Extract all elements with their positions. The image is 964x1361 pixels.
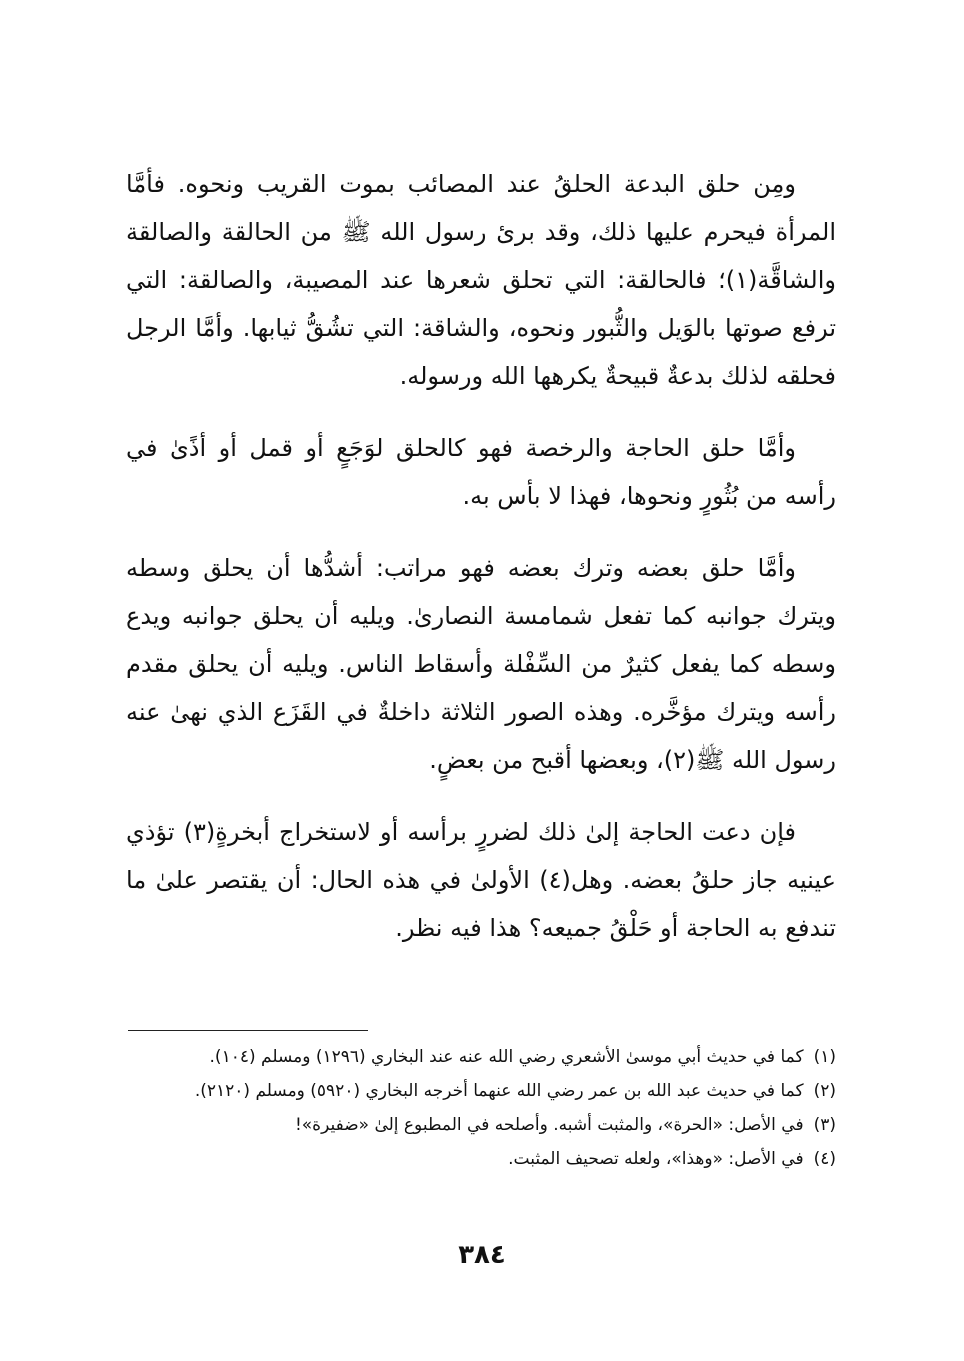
paragraph-2: وأمَّا حلق الحاجة والرخصة فهو كالحلق لوَجَعٍ أو قمل أو أذًىٰ في رأسه من بُثُورٍ ونحوها، فهذا لا بأس به. — [126, 434, 836, 510]
footnote-4 — [126, 1142, 836, 1176]
footnote-text: كما في حديث أبي موسىٰ الأشعري رضي الله عنه عند البخاري (١٢٩٦) ومسلم (١٠٤). — [209, 1047, 804, 1067]
footnote-separator — [128, 1030, 368, 1031]
footnote-number: (٢) — [813, 1081, 836, 1101]
footnote-2 — [126, 1074, 836, 1108]
footnote-3 — [126, 1108, 836, 1142]
page-number: ٣٨٤ — [458, 1240, 506, 1270]
footnote-number: (٣) — [813, 1115, 836, 1135]
footnote-text: في الأصل: «وهذا»، ولعله تصحيف المثبت. — [508, 1149, 804, 1169]
paragraph-3: وأمَّا حلق بعضه وترك بعضه فهو مراتب: أشدُّها أن يحلق وسطه ويترك جوانبه كما تفعل شمامسة النصارىٰ. ويليه أن يحلق جوانبه ويدع وسطه كما يفعل كثيرٌ من السِّفْلة وأسقاط الناس. ويليه أن يحلق مقدم رأسه ويترك مؤخَّره. وهذه الصور الثلاثة داخلةٌ في القَزَع الذي نهىٰ عنه رسول الله ﷺ(٢)، وبعضها أقبح من بعضٍ. — [126, 554, 836, 774]
footnote-number: (٤) — [813, 1149, 836, 1169]
main-text-body — [126, 160, 836, 976]
paragraph-1: ومِن حلق البدعة الحلقُ عند المصائب بموت القريب ونحوه. فأمَّا المرأة فيحرم عليها ذلك، وقد برئ رسول الله ﷺ من الحالقة والصالقة والشاقَّة(١)؛ فالحالقة: التي تحلق شعرها عند المصيبة، والصالقة: التي ترفع صوتها بالوَيل والثُّبور ونحوه، والشاقة: التي تشُقُّ ثيابها. وأمَّا الرجل فحلقه لذلك بدعةٌ قبيحةٌ يكرهها الله ورسوله. — [126, 170, 836, 390]
footnote-text: كما في حديث عبد الله بن عمر رضي الله عنهما أخرجه البخاري (٥٩٢٠) ومسلم (٢١٢٠). — [194, 1081, 804, 1101]
footnote-number: (١) — [813, 1047, 836, 1067]
footnote-text: في الأصل: «الحرة»، والمثبت أشبه. وأصلحه في المطبوع إلىٰ «ضفيرة»! — [294, 1115, 804, 1135]
footnote-1 — [126, 1040, 836, 1074]
paragraph-4: فإن دعت الحاجة إلىٰ ذلك لضررٍ برأسه أو لاستخراج أبخرةٍ(٣) تؤذي عينيه جاز حلقُ بعضه. وهل(٤) الأولىٰ في هذه الحال: أن يقتصر علىٰ ما تندفع به الحاجة أو حَلْقُ جميعه؟ هذا فيه نظر. — [126, 818, 836, 942]
footnotes-section — [126, 1040, 836, 1176]
